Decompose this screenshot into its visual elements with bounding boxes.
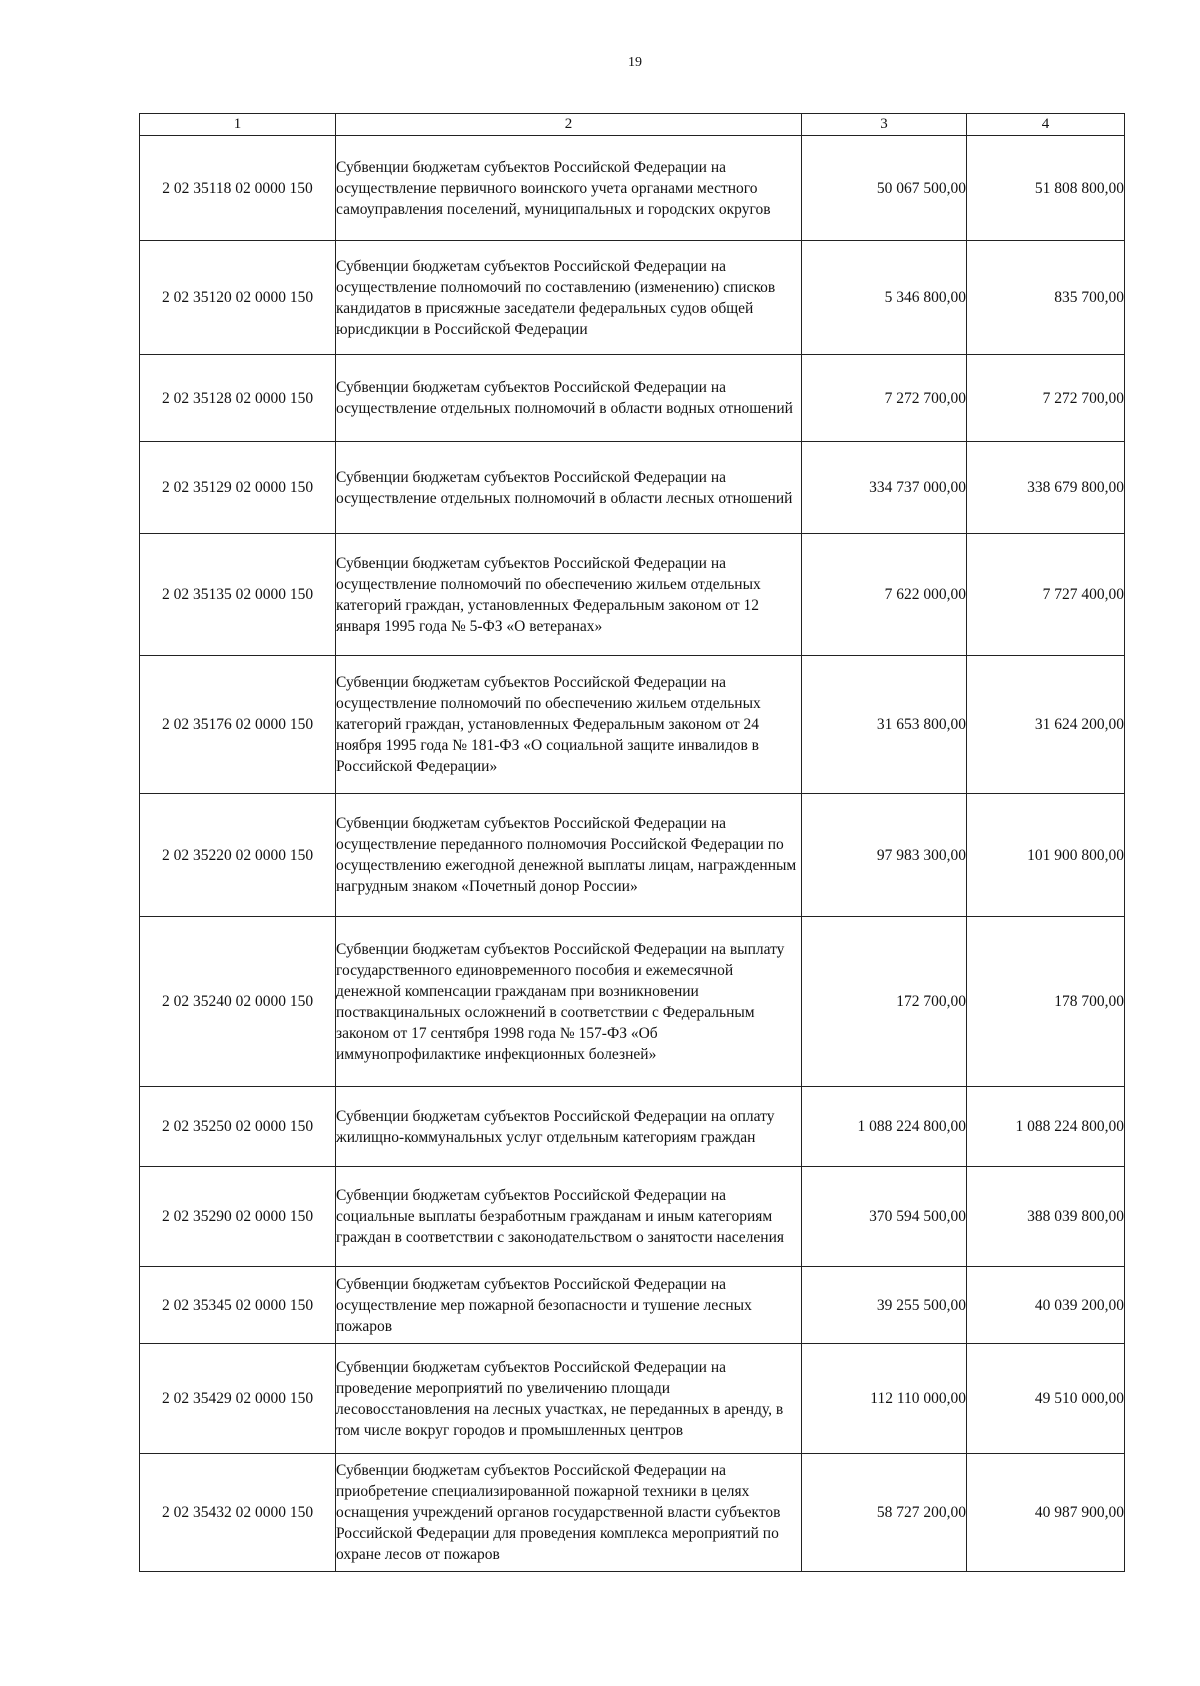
budget-code: 2 02 35118 02 0000 150 (140, 136, 336, 241)
table-row (140, 1454, 1125, 1572)
row-description: Субвенции бюджетам субъектов Российской Федерации на осуществление полномочий по составлению (изменению) списков кандидатов в присяжные заседатели федеральных судов общей юрисдикции в Российской Федерации (336, 241, 802, 355)
amount-col4: 1 088 224 800,00 (967, 1087, 1125, 1167)
amount-col4: 51 808 800,00 (967, 136, 1125, 241)
amount-col3: 31 653 800,00 (802, 656, 967, 794)
amount-col3: 7 622 000,00 (802, 534, 967, 656)
row-description: Субвенции бюджетам субъектов Российской Федерации на осуществление полномочий по обеспечению жильем отдельных категорий граждан, установленных Федеральным законом от 24 ноября 1995 года № 181-ФЗ «О социальной защите инвалидов в Российской Федерации» (336, 656, 802, 794)
amount-col4: 178 700,00 (967, 917, 1125, 1087)
row-description: Субвенции бюджетам субъектов Российской Федерации на осуществление мер пожарной безопасности и тушение лесных пожаров (336, 1267, 802, 1344)
budget-code: 2 02 35345 02 0000 150 (140, 1267, 336, 1344)
row-description: Субвенции бюджетам субъектов Российской Федерации на социальные выплаты безработным гражданам и иным категориям граждан в соответствии с законодательством о занятости населения (336, 1167, 802, 1267)
table-row (140, 656, 1125, 794)
row-description: Субвенции бюджетам субъектов Российской Федерации на осуществление отдельных полномочий в области водных отношений (336, 355, 802, 442)
amount-col4: 31 624 200,00 (967, 656, 1125, 794)
amount-col3: 112 110 000,00 (802, 1344, 967, 1454)
amount-col4: 338 679 800,00 (967, 442, 1125, 534)
row-description: Субвенции бюджетам субъектов Российской Федерации на осуществление полномочий по обеспечению жильем отдельных категорий граждан, установленных Федеральным законом от 12 января 1995 года № 5-ФЗ «О ветеранах» (336, 534, 802, 656)
amount-col3: 172 700,00 (802, 917, 967, 1087)
table-row (140, 442, 1125, 534)
budget-code: 2 02 35129 02 0000 150 (140, 442, 336, 534)
row-description: Субвенции бюджетам субъектов Российской Федерации на выплату государственного единовременного пособия и ежемесячной денежной компенсации гражданам при возникновении поствакцинальных осложнений в соответствии с Федеральным законом от 17 сентября 1998 года № 157-ФЗ «Об иммунопрофилактике инфекционных болезней» (336, 917, 802, 1087)
budget-code: 2 02 35432 02 0000 150 (140, 1454, 336, 1572)
table-row (140, 241, 1125, 355)
table-row (140, 1267, 1125, 1344)
amount-col3: 39 255 500,00 (802, 1267, 967, 1344)
amount-col4: 835 700,00 (967, 241, 1125, 355)
budget-code: 2 02 35120 02 0000 150 (140, 241, 336, 355)
amount-col3: 7 272 700,00 (802, 355, 967, 442)
amount-col4: 101 900 800,00 (967, 794, 1125, 917)
row-description: Субвенции бюджетам субъектов Российской Федерации на осуществление отдельных полномочий в области лесных отношений (336, 442, 802, 534)
table-row (140, 534, 1125, 656)
amount-col4: 40 987 900,00 (967, 1454, 1125, 1572)
amount-col4: 7 272 700,00 (967, 355, 1125, 442)
budget-code: 2 02 35240 02 0000 150 (140, 917, 336, 1087)
amount-col4: 7 727 400,00 (967, 534, 1125, 656)
table-row (140, 355, 1125, 442)
amount-col3: 334 737 000,00 (802, 442, 967, 534)
table-row (140, 1167, 1125, 1267)
row-description: Субвенции бюджетам субъектов Российской Федерации на проведение мероприятий по увеличению площади лесовосстановления на лесных участках, не переданных в аренду, в том числе вокруг городов и промышленных центров (336, 1344, 802, 1454)
budget-code: 2 02 35220 02 0000 150 (140, 794, 336, 917)
table-row (140, 136, 1125, 241)
amount-col4: 40 039 200,00 (967, 1267, 1125, 1344)
budget-table (139, 113, 1125, 1572)
row-description: Субвенции бюджетам субъектов Российской Федерации на осуществление первичного воинского учета органами местного самоуправления поселений, муниципальных и городских округов (336, 136, 802, 241)
amount-col3: 97 983 300,00 (802, 794, 967, 917)
amount-col4: 388 039 800,00 (967, 1167, 1125, 1267)
budget-code: 2 02 35135 02 0000 150 (140, 534, 336, 656)
amount-col3: 50 067 500,00 (802, 136, 967, 241)
amount-col3: 370 594 500,00 (802, 1167, 967, 1267)
amount-col3: 1 088 224 800,00 (802, 1087, 967, 1167)
table-row (140, 1087, 1125, 1167)
column-header-2: 2 (336, 114, 802, 136)
budget-code: 2 02 35176 02 0000 150 (140, 656, 336, 794)
table-row (140, 794, 1125, 917)
budget-code: 2 02 35290 02 0000 150 (140, 1167, 336, 1267)
table-row (140, 917, 1125, 1087)
amount-col3: 58 727 200,00 (802, 1454, 967, 1572)
column-header-3: 3 (802, 114, 967, 136)
page-number: 19 (628, 55, 642, 70)
row-description: Субвенции бюджетам субъектов Российской Федерации на оплату жилищно-коммунальных услуг отдельным категориям граждан (336, 1087, 802, 1167)
header-row (140, 114, 1125, 136)
row-description: Субвенции бюджетам субъектов Российской Федерации на приобретение специализированной пожарной техники в целях оснащения учреждений органов государственной власти субъектов Российской Федерации для проведения комплекса мероприятий по охране лесов от пожаров (336, 1454, 802, 1572)
budget-code: 2 02 35250 02 0000 150 (140, 1087, 336, 1167)
budget-code: 2 02 35128 02 0000 150 (140, 355, 336, 442)
table-row (140, 1344, 1125, 1454)
row-description: Субвенции бюджетам субъектов Российской Федерации на осуществление переданного полномочия Российской Федерации по осуществлению ежегодной денежной выплаты лицам, награжденным нагрудным знаком «Почетный донор России» (336, 794, 802, 917)
column-header-4: 4 (967, 114, 1125, 136)
budget-code: 2 02 35429 02 0000 150 (140, 1344, 336, 1454)
amount-col4: 49 510 000,00 (967, 1344, 1125, 1454)
column-header-1: 1 (140, 114, 336, 136)
amount-col3: 5 346 800,00 (802, 241, 967, 355)
